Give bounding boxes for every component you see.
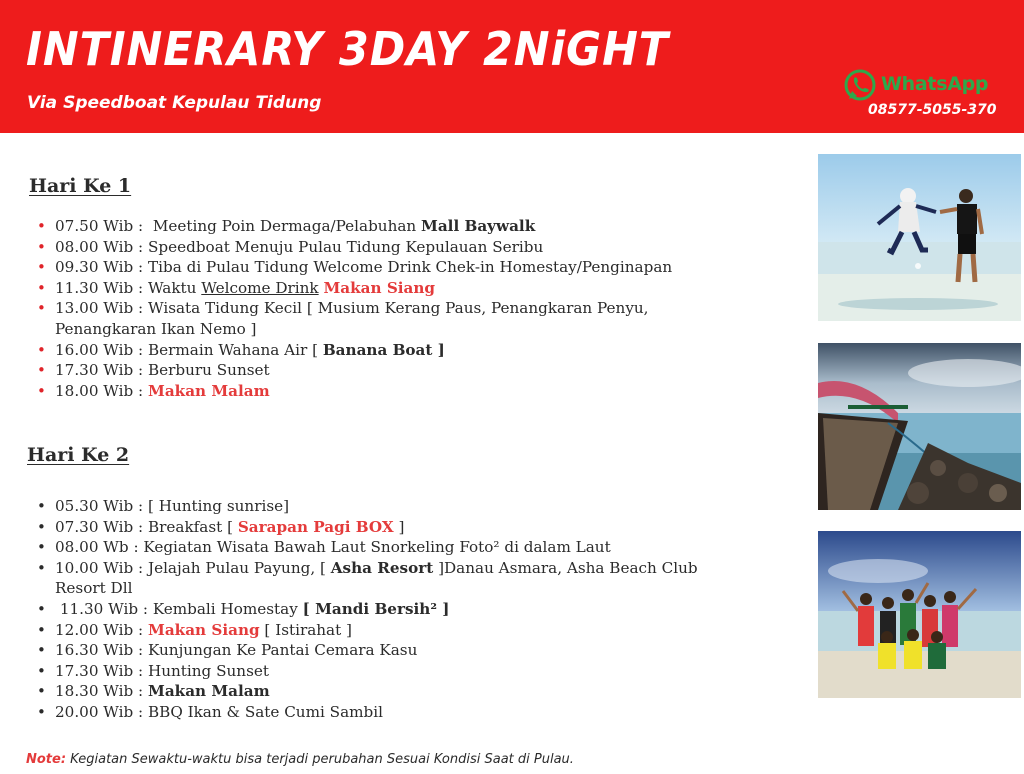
footer-note (26, 752, 574, 767)
schedule-text-segment: Mall Baywalk (421, 217, 536, 235)
bullet-dot: • (37, 558, 46, 577)
whatsapp-contact[interactable] (843, 69, 1003, 124)
day2-schedule-item (33, 517, 738, 538)
schedule-text-segment: Banana Boat ] (322, 340, 445, 359)
day1-schedule-item (33, 298, 693, 339)
photo-couple-beach (818, 154, 1021, 321)
day2-schedule-item (33, 640, 738, 661)
schedule-text-segment: 07.30 Wib : Breakfast [ (55, 517, 238, 536)
note-text: Kegiatan Sewaktu-waktu bisa terjadi perubahan Sesuai Kondisi Saat di Pulau. (66, 752, 574, 767)
day-1-heading: Hari Ke 1 (29, 175, 132, 197)
page-subtitle: Via Speedboat Kepulau Tidung (27, 93, 322, 113)
bullet-dot: • (37, 258, 46, 277)
schedule-text-segment: [ Mandi Bersih² ] (302, 599, 450, 618)
day2-schedule-item (33, 661, 738, 682)
bullet-dot: • (37, 361, 46, 380)
bullet-dot: • (37, 497, 46, 515)
day1-schedule-item (33, 381, 693, 402)
schedule-text-segment: Asha Resort (330, 558, 434, 577)
day1-schedule-item (33, 257, 693, 278)
page-title: INTINERARY 3DAY 2NiGHT (26, 22, 669, 76)
schedule-text-segment: 18.30 Wib : (55, 682, 149, 701)
schedule-text-segment: 11.30 Wib : Waktu (55, 278, 202, 297)
schedule-text-segment: 17.30 Wib : Hunting Sunset (55, 661, 269, 680)
schedule-text-segment: 11.30 Wib : Kembali Homestay (55, 599, 303, 618)
day-2-heading: Hari Ke 2 (27, 444, 130, 466)
bullet-dot: • (37, 217, 46, 235)
day2-schedule-item (33, 558, 738, 599)
day2-schedule-item (33, 537, 738, 558)
schedule-text-segment: 10.00 Wib : Jelajah Pulau Payung, [ (55, 558, 331, 577)
bullet-dot: • (37, 702, 46, 721)
schedule-text-segment: 18.00 Wib : (55, 381, 149, 400)
schedule-text-segment: Makan Malam (148, 381, 270, 400)
day2-schedule-item (33, 496, 738, 517)
photo-group-beach (818, 531, 1021, 698)
day2-schedule-item (33, 702, 738, 723)
day1-schedule-item (33, 216, 693, 237)
schedule-text-segment: 13.00 Wib : Wisata Tidung Kecil [ Musium Kerang Paus, Penangkaran Penyu, Penangkaran Ikan Nemo ] (55, 299, 654, 338)
schedule-text-segment: 20.00 Wib : BBQ Ikan & Sate Cumi Sambil (55, 702, 383, 721)
day1-schedule-item (33, 360, 693, 381)
schedule-text-segment: 05.30 Wib : [ Hunting sunrise] (55, 497, 290, 515)
schedule-text-segment: Welcome Drink (201, 278, 319, 297)
bullet-dot: • (37, 381, 46, 400)
photo-bridge (818, 343, 1021, 510)
bullet-dot: • (37, 517, 46, 536)
schedule-text-segment: Makan Siang (148, 620, 260, 639)
day-1-schedule (33, 216, 693, 401)
note-label: Note: (26, 752, 67, 767)
schedule-text-segment: Makan Malam (148, 682, 270, 701)
schedule-text-segment: ] (393, 517, 405, 536)
schedule-text-segment: 08.00 Wib : Speedboat Menuju Pulau Tidung Kepulauan Seribu (55, 237, 544, 256)
schedule-text-segment: 12.00 Wib : (55, 620, 149, 639)
whatsapp-phone[interactable]: 08577-5055-370 (868, 102, 997, 118)
schedule-text-segment: 16.30 Wib : Kunjungan Ke Pantai Cemara Kasu (55, 641, 418, 660)
bullet-dot: • (37, 661, 46, 680)
day1-schedule-item (33, 278, 693, 299)
schedule-text-segment: 17.30 Wib : Berburu Sunset (55, 361, 270, 380)
bullet-dot: • (37, 237, 46, 256)
day-2-schedule (33, 496, 738, 723)
schedule-text-segment: 08.00 Wb : Kegiatan Wisata Bawah Laut Snorkeling Foto² di dalam Laut (55, 538, 611, 557)
bullet-dot: • (37, 620, 46, 639)
whatsapp-label: WhatsApp (881, 73, 989, 95)
bullet-dot: • (37, 682, 46, 701)
day2-schedule-item (33, 620, 738, 641)
day2-schedule-item (33, 681, 738, 702)
whatsapp-icon (843, 69, 877, 103)
bullet-dot: • (37, 599, 46, 618)
bullet-dot: • (37, 299, 46, 318)
bullet-dot: • (37, 278, 46, 297)
schedule-text-segment: [ Istirahat ] (259, 620, 352, 639)
day1-schedule-item (33, 237, 693, 258)
schedule-text-segment: 16.00 Wib : Bermain Wahana Air [ (55, 340, 323, 359)
day1-schedule-item (33, 340, 693, 361)
schedule-text-segment: Sarapan Pagi BOX (237, 517, 394, 536)
bullet-dot: • (37, 340, 46, 359)
schedule-text-segment: ]Danau Asmara, Asha Beach Club Resort Dll (55, 558, 703, 598)
day2-schedule-item (33, 599, 738, 620)
bullet-dot: • (37, 538, 46, 557)
bullet-dot: • (37, 641, 46, 660)
schedule-text-segment: 09.30 Wib : Tiba di Pulau Tidung Welcome Drink Chek-in Homestay/Penginapan (55, 258, 673, 277)
header-banner (0, 0, 1024, 133)
schedule-text-segment: Makan Siang (323, 278, 436, 297)
schedule-text-segment: 07.50 Wib : Meeting Poin Dermaga/Pelabuhan (55, 217, 422, 235)
